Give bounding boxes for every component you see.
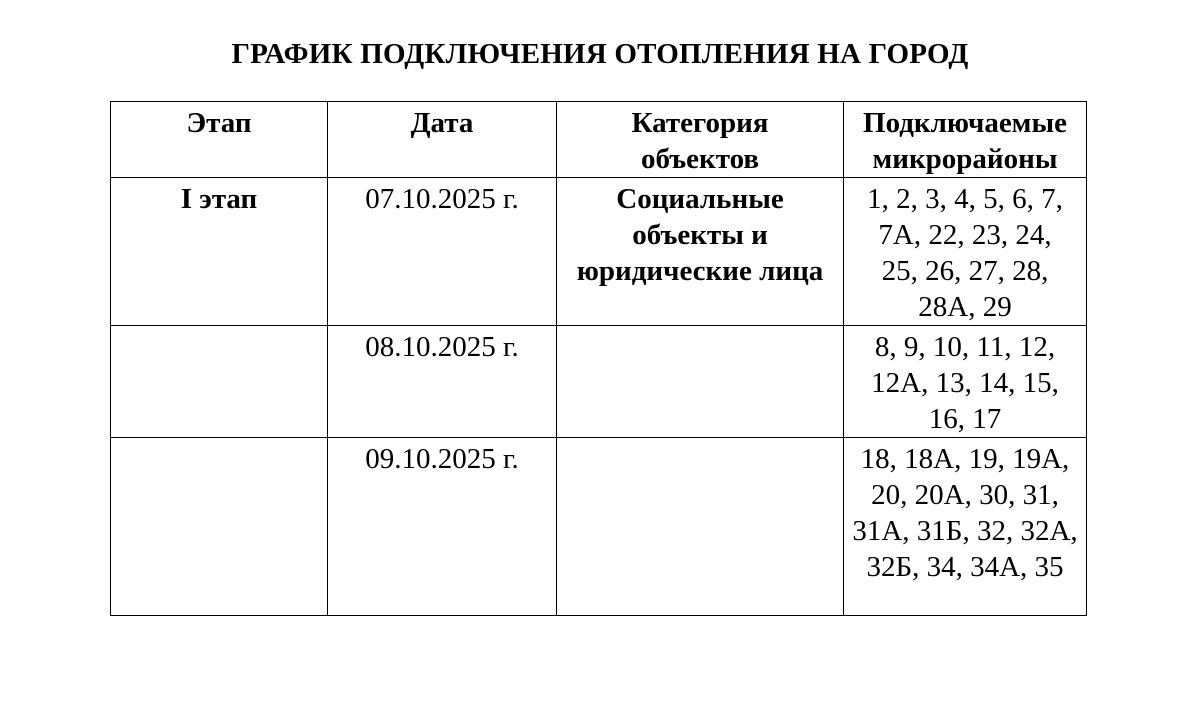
cell-date: 09.10.2025 г.: [328, 438, 557, 616]
cell-districts: 18, 18А, 19, 19А, 20, 20А, 30, 31, 31А, 31Б, 32, 32А, 32Б, 34, 34А, 35: [844, 438, 1087, 616]
table-header-row: [111, 102, 1087, 178]
header-date: Дата: [328, 102, 557, 178]
cell-stage: I этап: [111, 178, 328, 326]
header-districts: Подключаемые микрорайоны: [844, 102, 1087, 178]
document-title: ГРАФИК ПОДКЛЮЧЕНИЯ ОТОПЛЕНИЯ НА ГОРОД: [231, 38, 969, 70]
cell-districts: 1, 2, 3, 4, 5, 6, 7, 7А, 22, 23, 24, 25, 26, 27, 28, 28А, 29: [844, 178, 1087, 326]
table-row: [111, 178, 1087, 326]
header-stage: Этап: [111, 102, 328, 178]
cell-category: [557, 326, 844, 438]
cell-category: [557, 438, 844, 616]
cell-stage: [111, 438, 328, 616]
table-row: [111, 326, 1087, 438]
header-category: Категория объектов: [557, 102, 844, 178]
cell-stage: [111, 326, 328, 438]
cell-category: Социальные объекты и юридические лица: [557, 178, 844, 326]
cell-date: 07.10.2025 г.: [328, 178, 557, 326]
cell-date: 08.10.2025 г.: [328, 326, 557, 438]
table-row: [111, 438, 1087, 616]
heating-schedule-table: [110, 101, 1087, 616]
cell-districts: 8, 9, 10, 11, 12, 12А, 13, 14, 15, 16, 17: [844, 326, 1087, 438]
